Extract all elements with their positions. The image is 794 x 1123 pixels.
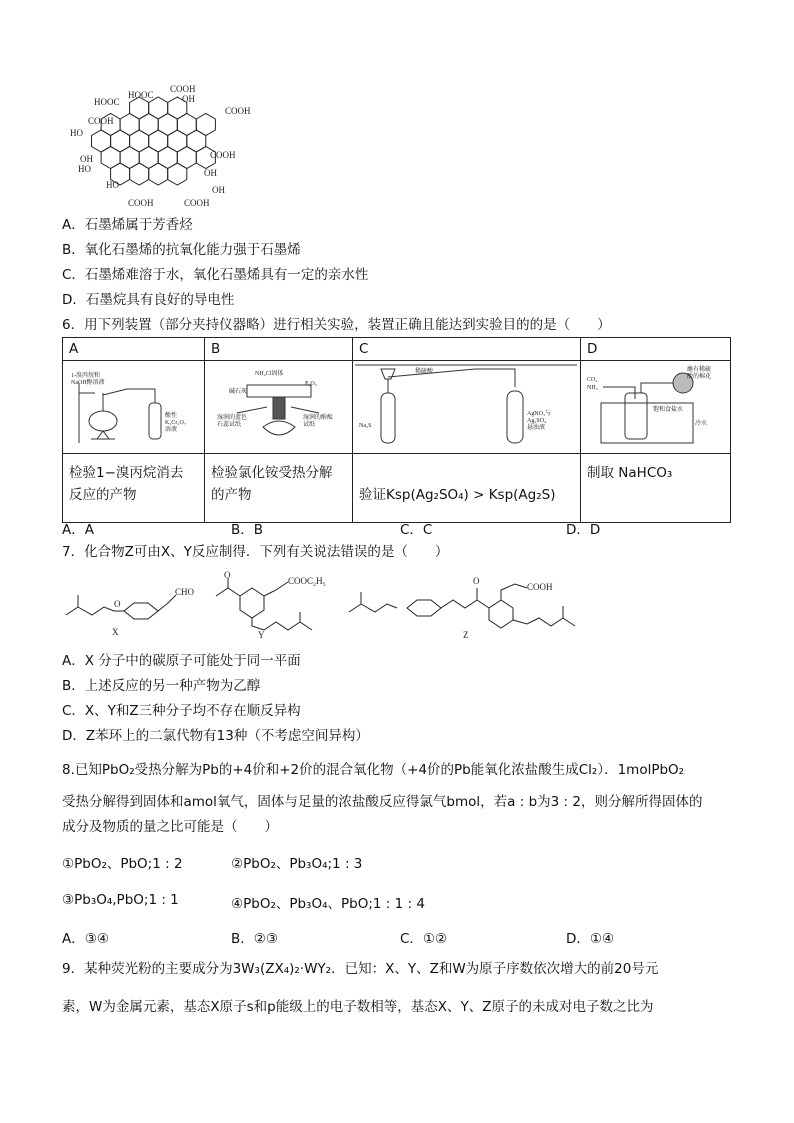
svg-text:Ag₂SO₄: Ag₂SO₄	[527, 418, 547, 424]
svg-text:溶液: 溶液	[165, 427, 178, 433]
q7-option-c: C．X、Y和Z三种分子均不存在顺反异构	[62, 703, 301, 719]
q5-option-c: C．石墨烯难溶于水，氧化石墨烯具有一定的亲水性	[62, 267, 369, 283]
svg-text:石蕊试纸: 石蕊试纸	[217, 422, 242, 428]
svg-text:稀硫酸: 稀硫酸	[415, 369, 434, 375]
svg-text:蘸有稀硫: 蘸有稀硫	[687, 367, 712, 373]
mol-label-y: Y	[258, 630, 265, 640]
q5-option-b: B．氧化石墨烯的抗氧化能力强于石墨烯	[62, 242, 301, 258]
group-label: COOH	[210, 150, 236, 160]
svg-text:NaOH醇溶液: NaOH醇溶液	[71, 380, 105, 386]
group-label: OH	[80, 154, 93, 164]
q6-option-d: D．D	[566, 522, 601, 538]
svg-text:1-溴丙烷和: 1-溴丙烷和	[71, 373, 100, 379]
group-label: HOOC	[94, 97, 120, 107]
q6-option-c: C．C	[400, 522, 433, 538]
group-label: COOH	[128, 198, 154, 208]
carbon-ring	[149, 163, 168, 185]
q7-option-b: B．上述反应的另一种产物为乙醇	[62, 678, 261, 694]
mol-label-z: Z	[463, 630, 469, 640]
apparatus-a	[63, 361, 205, 454]
q8-item-2: ②PbO₂、Pb₃O₄;1 : 3	[231, 856, 363, 872]
svg-text:悬浊液: 悬浊液	[527, 425, 546, 431]
svg-text:NH₄Cl固体: NH₄Cl固体	[255, 371, 284, 377]
svg-text:O: O	[473, 576, 480, 586]
group-label: OH	[204, 168, 217, 178]
desc-c: 验证Ksp(Ag₂SO₄) > Ksp(Ag₂S)	[353, 454, 581, 523]
q6-apparatus-table	[62, 337, 731, 523]
group-label: HO	[106, 180, 119, 190]
q8-option-d: D．①④	[566, 931, 615, 947]
q8-item-1: ①PbO₂、PbO;1 : 2	[62, 856, 183, 872]
q9-line-2: 素，W为金属元素，基态X原子s和p能级上的电子数相等，基态X、Y、Z原子的未成对电子数之比为	[62, 999, 654, 1015]
desc-b: 检验氯化铵受热分解 的产物	[205, 454, 353, 523]
svg-text:湿润的蓝色: 湿润的蓝色	[217, 415, 248, 421]
q8-item-4: ④PbO₂、Pb₃O₄、PbO;1 : 1 : 4	[231, 896, 425, 912]
apparatus-c-drawing	[355, 363, 577, 447]
svg-text:P₂O₅: P₂O₅	[305, 381, 317, 387]
col-header-b: B	[205, 338, 353, 361]
q7-molecule-z	[345, 572, 585, 638]
svg-text:COOH: COOH	[527, 582, 553, 592]
q7-molecule-x	[62, 575, 195, 637]
carbon-ring	[168, 163, 187, 185]
q6-option-a: A．A	[62, 522, 94, 538]
svg-text:O: O	[224, 570, 231, 580]
group-label: OH	[212, 185, 225, 195]
svg-text:CHO: CHO	[175, 587, 195, 597]
svg-text:COOC₂H₅: COOC₂H₅	[288, 576, 326, 586]
q7-option-d: D．Z苯环上的二氯代物有13种（不考虑空间异构）	[62, 728, 369, 744]
q8-option-c: C．①②	[400, 931, 448, 947]
carbon-ring	[130, 163, 149, 185]
svg-text:酸性: 酸性	[165, 413, 178, 419]
svg-text:Na₂S: Na₂S	[359, 423, 372, 429]
svg-text:饱和食盐水: 饱和食盐水	[653, 407, 684, 413]
q6-option-b: B．B	[231, 522, 264, 538]
apparatus-c	[353, 361, 581, 454]
q7-stem: 7．化合物Z可由X、Y反应制得．下列有关说法错误的是（ ）	[62, 544, 449, 560]
group-label: HOOC	[128, 90, 154, 100]
q8-line-2: 受热分解得到固体和amol氧气，固体与足量的浓盐酸反应得氯气bmol，若a : b为3 : 2，则分解所得固体的	[62, 794, 703, 810]
svg-text:碱石灰: 碱石灰	[229, 389, 248, 395]
q6-stem: 6．用下列装置（部分夹持仪器略）进行相关实验，装置正确且能达到实验目的的是（ ）	[62, 317, 611, 333]
svg-text:试纸: 试纸	[303, 422, 316, 428]
col-header-c: C	[353, 338, 581, 361]
desc-d: 制取 NaHCO₃	[581, 454, 731, 523]
svg-text:酸的棉花: 酸的棉花	[687, 374, 712, 380]
q7-molecule-y	[200, 572, 340, 638]
svg-text:冷水: 冷水	[695, 421, 708, 427]
group-label: COOH	[225, 106, 251, 116]
q5-option-a: A．石墨烯属于芳香烃	[62, 217, 193, 233]
group-label: HO	[78, 164, 91, 174]
svg-text:AgNO₃与: AgNO₃与	[527, 411, 552, 417]
graphene-oxide-structure	[62, 78, 262, 213]
group-label: HO	[70, 128, 83, 138]
col-header-d: D	[581, 338, 731, 361]
q8-option-b: B．②③	[231, 931, 278, 947]
desc-a: 检验1−溴丙烷消去 反应的产物	[63, 454, 205, 523]
mol-label-x: X	[112, 627, 119, 637]
q8-option-a: A．③④	[62, 931, 109, 947]
apparatus-d	[581, 361, 731, 454]
svg-text:O: O	[114, 599, 121, 609]
apparatus-d-drawing	[583, 363, 727, 447]
svg-text:湿润的酚酞: 湿润的酚酞	[303, 415, 334, 421]
q7-option-a: A．X 分子中的碳原子可能处于同一平面	[62, 653, 301, 669]
svg-text:NH₃: NH₃	[587, 385, 598, 391]
q8-line-3: 成分及物质的量之比可能是（ ）	[62, 819, 278, 835]
group-label: COOH	[170, 84, 196, 94]
q8-item-3: ③Pb₃O₄,PbO;1 : 1	[62, 892, 179, 908]
apparatus-a-drawing	[65, 363, 201, 447]
col-header-a: A	[63, 338, 205, 361]
apparatus-b-drawing	[207, 363, 349, 447]
q5-option-d: D．石墨烷具有良好的导电性	[62, 292, 235, 308]
group-label: COOH	[88, 116, 114, 126]
svg-text:K₂Cr₂O₇: K₂Cr₂O₇	[165, 420, 186, 426]
group-label: COOH	[184, 198, 210, 208]
group-label: OH	[182, 94, 195, 104]
apparatus-b	[205, 361, 353, 454]
svg-text:CO₂: CO₂	[587, 377, 598, 383]
q8-line-1: 8.已知PbO₂受热分解为Pb的+4价和+2价的混合氧化物（+4价的Pb能氧化浓盐酸生成Cl₂）．1molPbO₂	[62, 762, 685, 778]
q9-line-1: 9．某种荧光粉的主要成分为3W₃(ZX₄)₂·WY₂．已知：X、Y、Z和W为原子序数依次增大的前20号元	[62, 961, 659, 977]
